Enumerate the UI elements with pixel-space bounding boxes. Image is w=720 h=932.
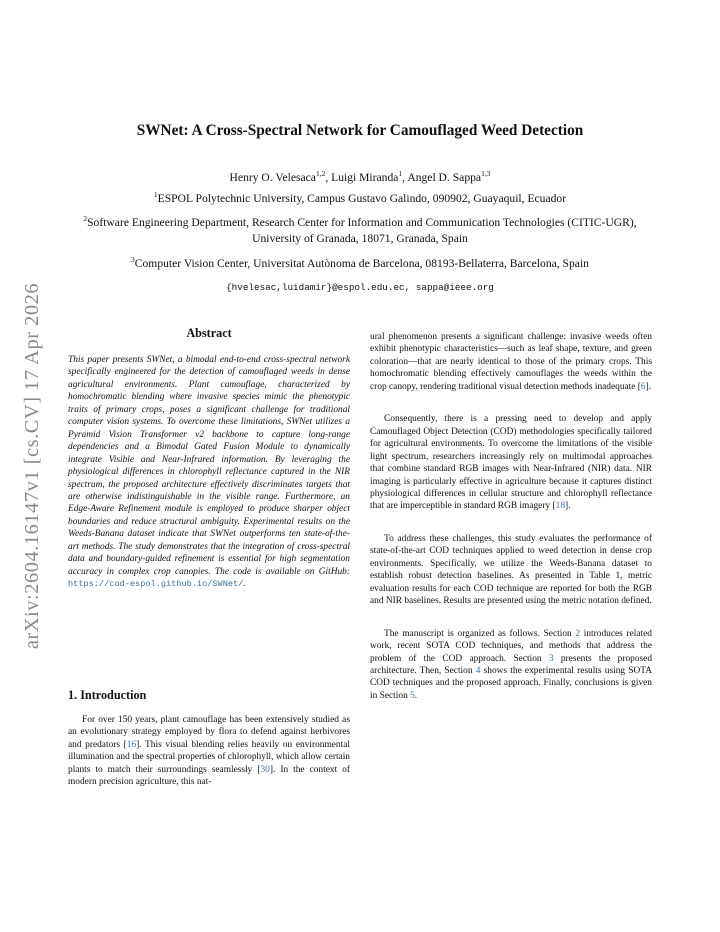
affiliation-text: Computer Vision Center, Universitat Autònoma de Barcelona, 08193-Bellaterra, Barcelona, Spain	[134, 257, 589, 270]
citation-link[interactable]: 16	[126, 739, 137, 750]
body-text: The manuscript is organized as follows. Section	[384, 628, 576, 639]
right-column	[370, 331, 652, 702]
body-text: ].	[645, 381, 652, 392]
citation-link[interactable]: 6	[640, 381, 646, 392]
affiliation-3	[80, 256, 640, 272]
author-affil-sup: 1,3	[481, 169, 491, 179]
intro-paragraph	[68, 714, 350, 789]
arxiv-stamp: arXiv:2604.16147v1 [cs.CV] 17 Apr 2026	[21, 282, 43, 650]
abstract-body	[68, 354, 350, 591]
section-link[interactable]: 3	[548, 653, 554, 664]
affiliation-2	[80, 215, 640, 247]
affiliation-sup: 2	[83, 214, 88, 224]
abstract-end: .	[243, 579, 246, 590]
body-text: introduces related work, recent SOTA COD techniques, and methods that address the problem of the COD approach. Section	[370, 628, 652, 664]
citation-link[interactable]: 18	[555, 501, 565, 512]
intro-paragraph: To address these challenges, this study evaluates the performance of state-of-the-art COD techniques applied to weed detection in dense crop environments. Specifically, we utilize the Weeds-Banana dataset to establish robust detection baselines. As presented in Table 1, metric evaluation results for each COD technique are reported for both the RGB and NIR baselines. Results are presented using the metric notation defined.	[370, 533, 652, 607]
affiliation-sup: 1	[153, 190, 158, 200]
abstract-text: This paper presents SWNet, a bimodal end-to-end cross-spectral network specifically engineered for the detection of camouflaged weeds in dense agricultural environments. Plant camouflage, characterized by homochromatic blending where invasive species mimic the phenotypic traits of primary crops, poses a significant challenge for traditional computer vision systems. To overcome these limitations, SWNet utilizes a Pyramid Vision Transformer v2 backbone to capture long-range dependencies and a Bimodal Gated Fusion Module to dynamically integrate Visible and Near-Infrared information. By leveraging the physiological differences in chlorophyll reflectance captured in the NIR spectrum, the proposed architecture effectively discriminates targets that are otherwise indistinguishable in the visible range. Furthermore, an Edge-Aware Refinement module is employed to produce sharper object boundaries and reduce structural ambiguity. Experimental results on the Weeds-Banana dataset indicate that SWNet outperforms ten state-of-the-art methods. The study demonstrates that the integration of cross-spectral data and boundary-guided refinement is essential for high segmentation accuracy in complex crop canopies. The code is available on GitHub:	[68, 355, 350, 577]
body-text: Consequently, there is a pressing need to develop and apply Camouflaged Object Detection (COD) methodologies specifically tailored for agricultural environments. To overcome the limitations of the visible light spectrum, researchers increasingly rely on multimodal approaches that combine standard RGB images with Near-Infrared (NIR) data. NIR imaging is particularly effective in agriculture because it captures distinct physiological differences in cellular structure and chlorophyll reflectance that are imperceptible in standard RGB imagery [	[370, 414, 652, 512]
body-text: shows the experimental results using SOTA COD techniques and the proposed approach. Finally, conclusions is given in Section	[370, 665, 652, 701]
author-separator: ,	[325, 171, 332, 184]
body-text: ].	[565, 501, 571, 512]
author-emails: {hvelesac,luidamir}@espol.edu.ec, sappa@ieee.org	[226, 282, 494, 293]
intro-paragraph-continued	[370, 331, 652, 393]
code-link[interactable]: https://cod-espol.github.io/SWNet/	[68, 579, 244, 590]
section-link[interactable]: 5	[410, 690, 415, 701]
abstract-heading: Abstract	[186, 326, 232, 340]
author-name: Henry O. Velesaca	[229, 171, 316, 184]
author-separator: ,	[402, 171, 408, 184]
body-text: presents the proposed architecture. Then, Section	[370, 653, 653, 676]
author-name: Angel D. Sappa	[407, 171, 482, 184]
paper-title: SWNet: A Cross-Spectral Network for Camouflaged Weed Detection	[136, 122, 584, 139]
affiliation-sup: 3	[131, 255, 135, 265]
section-link[interactable]: 2	[575, 628, 581, 639]
affiliation-text: ESPOL Polytechnic University, Campus Gustavo Galindo, 090902, Guayaquil, Ecuador	[157, 192, 567, 205]
body-text: ural phenomenon presents a significant challenge: invasive weeds often exhibit phenotypic characteristics—such as leaf shape, texture, and green coloration—that are nearly identical to those of the primary crops. This homochromatic blending effectively camouflages the weeds within the crop canopy, rendering traditional visual detection methods inadequate [	[370, 332, 652, 392]
left-column	[68, 326, 350, 788]
authors-line	[60, 171, 660, 184]
introduction-heading: 1. Introduction	[68, 688, 147, 702]
author-name: Luigi Miranda	[331, 171, 399, 184]
intro-text: For over 150 years, plant camouflage has been extensively studied as an evolutionary strategy employed by flora to defend against herbivores and predators [	[68, 715, 350, 750]
author-affil-sup: 1	[398, 169, 403, 179]
intro-paragraph	[370, 413, 652, 513]
section-link[interactable]: 4	[475, 665, 481, 676]
intro-paragraph	[370, 628, 652, 703]
affiliation-1	[80, 191, 640, 207]
intro-text: ]. In the context of modern precision agriculture, this nat-	[68, 764, 350, 788]
affiliation-text: Software Engineering Department, Research Center for Information and Communication Technologies (CITIC-UGR), University of Granada, 18071, Granada, Spain	[87, 216, 637, 245]
citation-link[interactable]: 30	[260, 764, 270, 775]
intro-text: ]. This visual blending relies heavily on environmental illumination and the spectral properties of chlorophyll, which allow certain plants to match their surroundings seamlessly [	[68, 739, 350, 775]
body-text: .	[414, 690, 418, 701]
author-affil-sup: 1,2	[315, 169, 326, 179]
